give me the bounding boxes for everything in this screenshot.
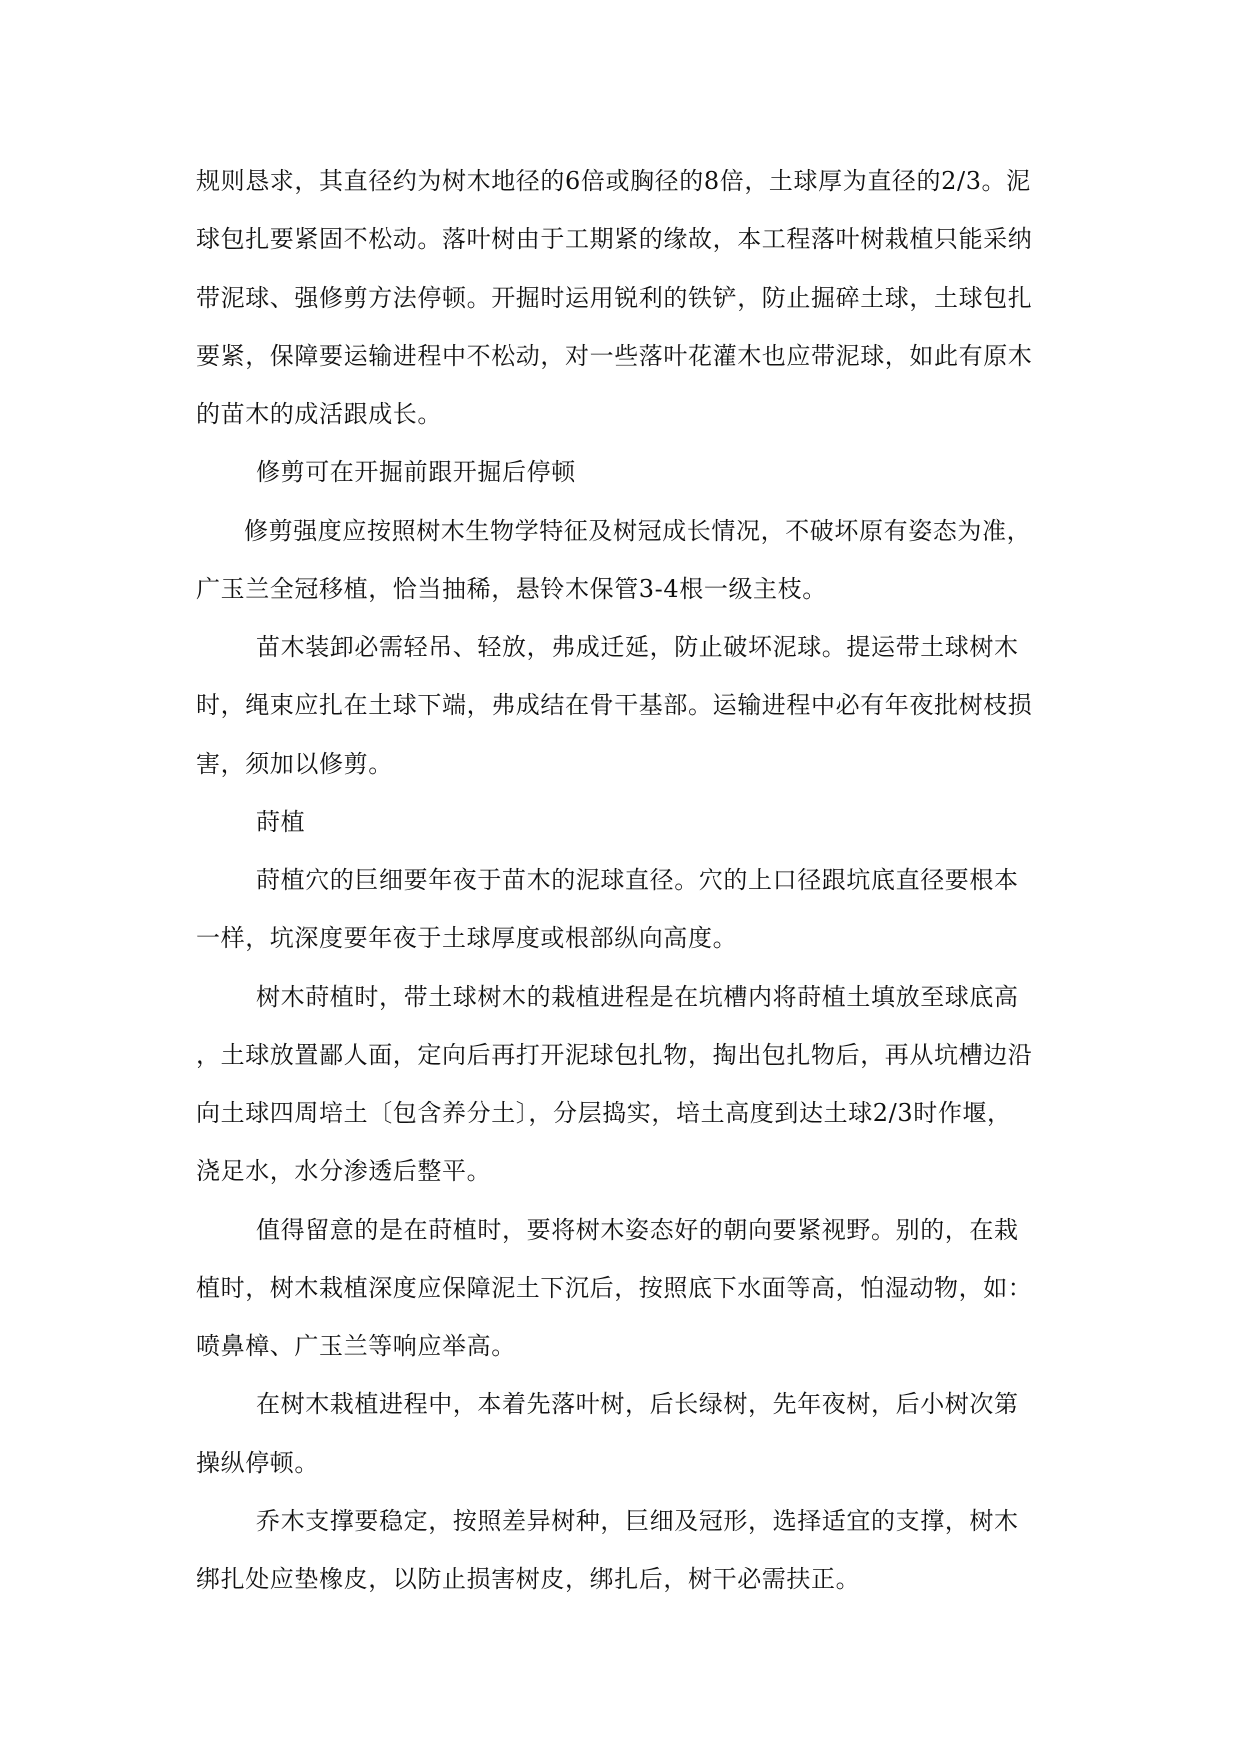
text-line: 值得留意的是在莳植时，要将树木姿态好的朝向要紧视野。别的，在栽 (256, 1216, 1019, 1244)
text-line: 向土球四周培土〔包含养分土〕，分层捣实，培土高度到达土球2/3时作堰， (196, 1099, 1012, 1127)
text-line: 规则恳求，其直径约为树木地径的6倍或胸径的8倍，土球厚为直径的2/3。泥 (196, 167, 1031, 195)
text-line: 喷鼻樟、广玉兰等响应举高。 (196, 1332, 516, 1360)
text-line: 时，绳束应扎在土球下端，弗成结在骨干基部。运输进程中必有年夜批树枝损 (196, 691, 1033, 719)
text-line: 乔木支撑要稳定，按照差异树种，巨细及冠形，选择适宜的支撑，树木 (256, 1507, 1019, 1535)
text-line: 要紧，保障要运输进程中不松动，对一些落叶花灌木也应带泥球，如此有原木 (196, 342, 1033, 370)
text-line: 在树木栽植进程中，本着先落叶树，后长绿树，先年夜树，后小树次第 (256, 1390, 1019, 1418)
text-line: 植时，树木栽植深度应保障泥土下沉后，按照底下水面等高，怕湿动物，如： (196, 1274, 1033, 1302)
text-line: 树木莳植时，带土球树木的栽植进程是在坑槽内将莳植土填放至球底高 (256, 983, 1019, 1011)
text-line: 的苗木的成活跟成长。 (196, 400, 442, 428)
text-line: ，土球放置鄙人面，定向后再打开泥球包扎物，掏出包扎物后，再从坑槽边沿 (196, 1041, 1033, 1069)
text-line: 莳植穴的巨细要年夜于苗木的泥球直径。穴的上口径跟坑底直径要根本 (256, 866, 1019, 894)
text-line: 修剪强度应按照树木生物学特征及树冠成长情况，不破坏原有姿态为准， (244, 517, 1032, 545)
section-heading: 莳植 (256, 808, 306, 836)
text-line: 广玉兰全冠移植，恰当抽稀，悬铃木保管3-4根一级主枝。 (196, 575, 827, 603)
text-line: 绑扎处应垫橡皮，以防止损害树皮，绑扎后，树干必需扶正。 (196, 1565, 861, 1593)
text-line: 害，须加以修剪。 (196, 750, 393, 778)
text-line: 操纵停顿。 (196, 1449, 319, 1477)
section-heading: 修剪可在开掘前跟开掘后停顿 (256, 458, 576, 486)
text-line: 带泥球、强修剪方法停顿。开掘时运用锐利的铁铲，防止掘碎土球，土球包扎 (196, 284, 1033, 312)
text-line: 浇足水，水分渗透后整平。 (196, 1157, 492, 1185)
text-line: 一样，坑深度要年夜于土球厚度或根部纵向高度。 (196, 924, 738, 952)
text-line: 苗木装卸必需轻吊、轻放，弗成迁延，防止破坏泥球。提运带土球树木 (256, 633, 1019, 661)
text-line: 球包扎要紧固不松动。落叶树由于工期紧的缘故，本工程落叶树栽植只能采纳 (196, 225, 1033, 253)
